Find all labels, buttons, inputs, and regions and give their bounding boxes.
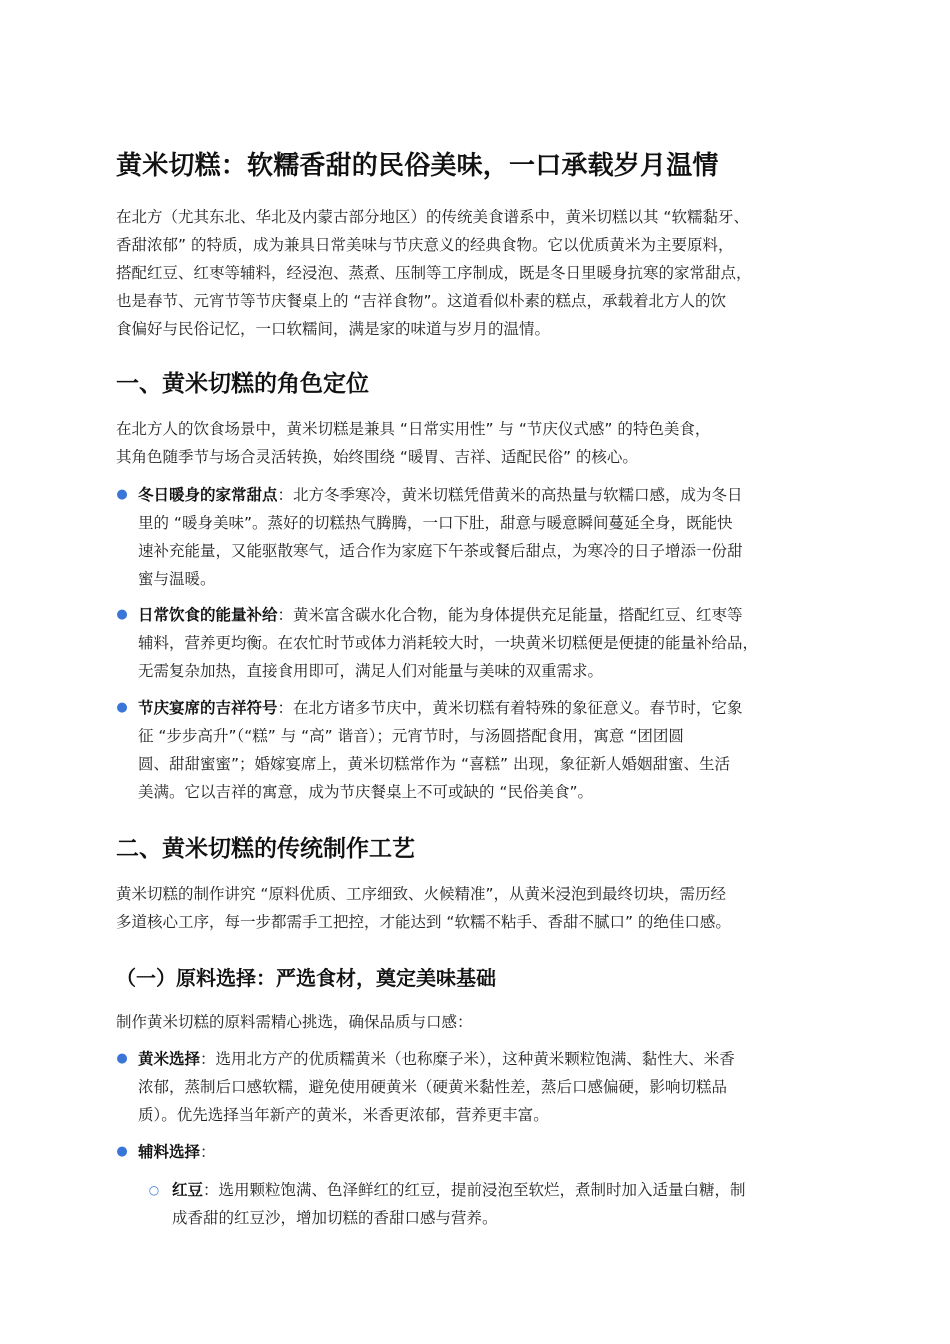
text-line: ： <box>200 1143 216 1161</box>
text-line: 在北方（尤其东北、华北及内蒙古部分地区）的传统美食谱系中，黄米切糕以其 “软糯黏牙、 <box>116 208 749 226</box>
list-item-term: 黄米选择 <box>138 1050 201 1068</box>
text-line: 蜜与温暖。 <box>138 570 216 588</box>
bullet-dot-icon: ● <box>116 607 128 622</box>
text-line: 浓郁，蒸制后口感软糯，避免使用硬黄米（硬黄米黏性差，蒸后口感偏硬，影响切糕品 <box>138 1078 728 1096</box>
text-line: 圆、甜甜蜜蜜”；婚嫁宴席上，黄米切糕常作为 “喜糕” 出现，象征新人婚姻甜蜜、生活 <box>138 755 730 773</box>
list-item-term: 红豆 <box>172 1181 204 1199</box>
text-line: ：黄米富含碳水化合物，能为身体提供充足能量，搭配红豆、红枣等 <box>277 606 743 624</box>
list-item <box>116 1045 838 1129</box>
text-line: 美满。它以吉祥的寓意，成为节庆餐桌上不可或缺的 “民俗美食”。 <box>138 783 593 801</box>
text-line: 在北方人的饮食场景中，黄米切糕是兼具 “日常实用性” 与 “节庆仪式感” 的特色美食， <box>116 420 711 438</box>
text-line: 成香甜的红豆沙，增加切糕的香甜口感与营养。 <box>172 1209 498 1227</box>
list-item-term: 辅料选择 <box>138 1143 201 1161</box>
intro-paragraph <box>116 203 836 343</box>
text-line: 质）。优先选择当年新产的黄米，米香更浓郁，营养更丰富。 <box>138 1106 549 1124</box>
text-line: 香甜浓郁” 的特质，成为兼具日常美味与节庆意义的经典食物。它以优质黄米为主要原料， <box>116 236 734 254</box>
text-line: 也是春节、元宵节等节庆餐桌上的 “吉祥食物”。这道看似朴素的糕点，承载着北方人的饮 <box>116 292 726 310</box>
text-line: 里的 “暖身美味”。蒸好的切糕热气腾腾，一口下肚，甜意与暖意瞬间蔓延全身，既能快 <box>138 514 733 532</box>
text-line: 速补充能量，又能驱散寒气，适合作为家庭下午茶或餐后甜点，为寒冷的日子增添一份甜 <box>138 542 743 560</box>
text-line: 制作黄米切糕的原料需精心挑选，确保品质与口感： <box>116 1013 473 1031</box>
text-line: ：选用颗粒饱满、色泽鲜红的红豆，提前浸泡至软烂，煮制时加入适量白糖，制 <box>203 1181 746 1199</box>
list-item <box>116 601 838 685</box>
bullet-dot-icon: ● <box>116 1051 128 1066</box>
list-item <box>116 481 838 593</box>
bullet-dot-icon: ● <box>116 700 128 715</box>
text-line: ：选用北方产的优质糯黄米（也称糜子米），这种黄米颗粒饱满、黏性大、米香 <box>200 1050 735 1068</box>
list-item <box>116 694 838 806</box>
subsection-intro <box>116 1008 836 1036</box>
list-item-term: 日常饮食的能量补给 <box>138 606 278 624</box>
text-line: ：北方冬季寒冷，黄米切糕凭借黄米的高热量与软糯口感，成为冬日 <box>277 486 743 504</box>
subsection-heading-ingredients: （一）原料选择：严选食材，奠定美味基础 <box>116 966 496 990</box>
text-line: 黄米切糕的制作讲究 “原料优质、工序细致、火候精准”，从黄米浸泡到最终切块，需历经 <box>116 885 726 903</box>
section-heading-role: 一、黄米切糕的角色定位 <box>116 371 369 397</box>
page-title: 黄米切糕：软糯香甜的民俗美味，一口承载岁月温情 <box>116 151 719 181</box>
text-line: 多道核心工序，每一步都需手工把控，才能达到 “软糯不粘手、香甜不腻口” 的绝佳口感。 <box>116 913 731 931</box>
sub-list-item <box>148 1176 840 1232</box>
text-line: 其角色随季节与场合灵活转换，始终围绕 “暖胃、吉祥、适配民俗” 的核心。 <box>116 448 638 466</box>
bullet-circle-icon: ○ <box>148 1183 160 1197</box>
list-item-term: 冬日暖身的家常甜点 <box>138 486 278 504</box>
text-line: 无需复杂加热，直接食用即可，满足人们对能量与美味的双重需求。 <box>138 662 604 680</box>
section1-intro <box>116 415 836 471</box>
text-line: ：在北方诸多节庆中，黄米切糕有着特殊的象征意义。春节时，它象 <box>277 699 743 717</box>
bullet-dot-icon: ● <box>116 1144 128 1159</box>
list-item-term: 节庆宴席的吉祥符号 <box>138 699 278 717</box>
text-line: 辅料，营养更均衡。在农忙时节或体力消耗较大时，一块黄米切糕便是便捷的能量补给品， <box>138 634 759 652</box>
section2-intro <box>116 880 836 936</box>
bullet-dot-icon: ● <box>116 487 128 502</box>
text-line: 征 “步步高升”（“糕” 与 “高” 谐音）；元宵节时，与汤圆搭配食用，寓意 “团团圆 <box>138 727 684 745</box>
text-line: 食偏好与民俗记忆，一口软糯间，满是家的味道与岁月的温情。 <box>116 320 551 338</box>
list-item <box>116 1138 838 1166</box>
text-line: 搭配红豆、红枣等辅料，经浸泡、蒸煮、压制等工序制成，既是冬日里暖身抗寒的家常甜点， <box>116 264 752 282</box>
section-heading-craft: 二、黄米切糕的传统制作工艺 <box>116 836 415 862</box>
